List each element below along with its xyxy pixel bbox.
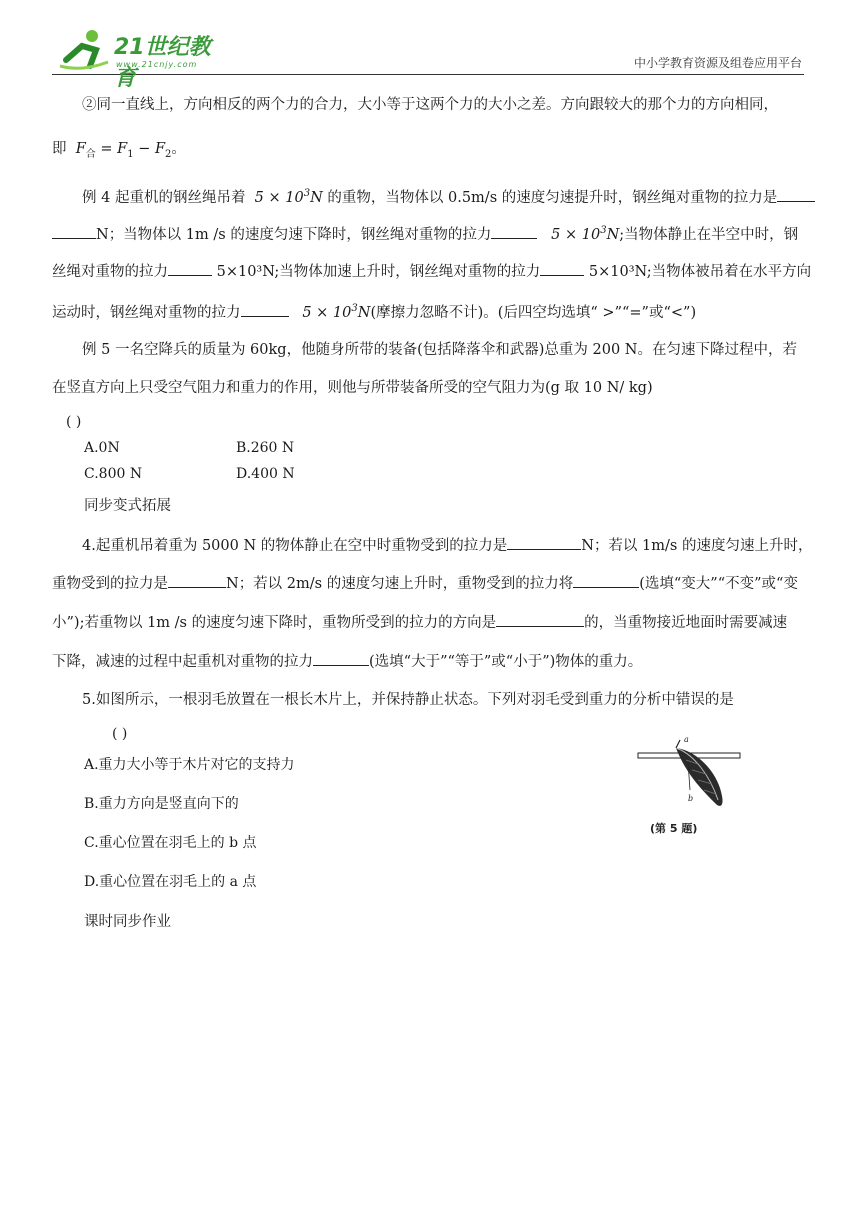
q4-line1 (52, 535, 842, 556)
ex4-weight: $5 \times 10^3N$ (254, 188, 323, 206)
ex4-text-1a: 例 4 起重机的钢丝绳吊着 (82, 190, 246, 206)
ex5-answer-paren: ( ) (66, 414, 82, 430)
q4-line3 (52, 612, 812, 633)
q5-option-d[interactable]: D.重心位置在羽毛上的 a 点 (84, 874, 257, 890)
ex4-weight: $5 \times 10^3N$ (551, 225, 620, 243)
q4-text-1a: 4.起重机吊着重为 5000 N 的物体静止在空中时重物受到的拉力是 (82, 538, 508, 554)
ex4-text-3a: 丝绳对重物的拉力 (52, 264, 168, 280)
resultant-force-formula: $F_合 = F_1 - F_2$ (75, 141, 172, 160)
ex4-weight: $5 \times 10^3N$ (302, 303, 371, 321)
rule2-line1: ②同一直线上，方向相反的两个力的合力，大小等于这两个力的大小之差。方向跟较大的那个力的方向相同， (82, 97, 778, 113)
ex4-text-3c: 5×10³N;当物体被吊着在水平方向 (588, 264, 812, 280)
q4-text-4a: 下降，减速的过程中起重机对重物的拉力 (52, 654, 313, 670)
answer-blank[interactable] (491, 224, 537, 239)
section-heading: 课时同步作业 (84, 914, 171, 930)
ex4-line3 (52, 261, 812, 282)
q4-text-2c: (选填“变大”“不变”或“变 (639, 576, 798, 592)
q4-text-3a: 小”);若重物以 1m /s 的速度匀速下降时，重物所受到的拉力的方向是 (52, 615, 497, 631)
ex4-text-4b: (摩擦力忽略不计)。(后四空均选填“ >”“=”或“<”) (370, 305, 697, 321)
ex4-text-2a: N；当物体以 1m /s 的速度匀速下降时，钢丝绳对重物的拉力 (96, 227, 492, 243)
ex4-text-4a: 运动时，钢丝绳对重物的拉力 (52, 305, 241, 321)
q4-text-2b: N；若以 2m/s 的速度匀速上升时，重物受到的拉力将 (226, 576, 574, 592)
answer-blank[interactable] (52, 224, 96, 239)
ex4-line1 (52, 184, 842, 208)
ex4-text-3b: 5×10³N;当物体加速上升时，钢丝绳对重物的拉力 (216, 264, 541, 280)
ex5-line2: 在竖直方向上只受空气阻力和重力的作用，则他与所带装备所受的空气阻力为(g 取 10 N/ kg) (52, 380, 653, 396)
logo (52, 26, 232, 91)
answer-blank[interactable] (540, 261, 584, 276)
answer-blank[interactable] (168, 261, 212, 276)
ex5-option-b[interactable]: B.260 N (236, 440, 295, 456)
q4-text-4b: (选填“大于”“等于”或“小于”)物体的重力。 (369, 654, 643, 670)
answer-blank[interactable] (573, 573, 639, 588)
ex4-line2 (52, 221, 812, 245)
q4-text-3b: 的，当重物接近地面时需要减速 (584, 615, 788, 631)
logo-text: 21世纪教育 (114, 35, 211, 91)
q5-option-a[interactable]: A.重力大小等于木片对它的支持力 (84, 757, 295, 773)
ex5-option-c[interactable]: C.800 N (84, 466, 143, 482)
ex5-line1: 例 5 一名空降兵的质量为 60kg，他随身所带的装备(包括降落伞和武器)总重为 200 N。在匀速下降过程中，若 (82, 342, 797, 358)
answer-blank[interactable] (496, 612, 584, 627)
runner-logo-icon (52, 26, 112, 72)
ex4-text-1b: 的重物，当物体以 0.5m/s 的速度匀速提升时，钢丝绳对重物的拉力是 (327, 190, 778, 206)
feather-on-stick-illustration (636, 734, 744, 820)
figure-label-b: b (688, 794, 694, 803)
ex5-option-d[interactable]: D.400 N (236, 466, 295, 482)
ex5-option-a[interactable]: A.0N (84, 440, 120, 456)
q5-option-c[interactable]: C.重心位置在羽毛上的 b 点 (84, 835, 257, 851)
page-header (52, 26, 804, 91)
section-heading: 同步变式拓展 (84, 498, 171, 514)
q4-line2 (52, 573, 812, 594)
platform-name: 中小学教育资源及组卷应用平台 (633, 56, 802, 70)
q4-text-2a: 重物受到的拉力是 (52, 576, 168, 592)
answer-blank[interactable] (241, 302, 289, 317)
q5-stem: 5.如图所示，一根羽毛放置在一根长木片上，并保持静止状态。下列对羽毛受到重力的分析中错误的是 (82, 692, 734, 708)
q4-text-1b: N；若以 1m/s 的速度匀速上升时， (581, 538, 813, 554)
logo-url: www.21cnjy.com (116, 60, 198, 69)
rule2-prefix: 即 (52, 141, 67, 157)
answer-blank[interactable] (777, 187, 815, 202)
answer-blank[interactable] (507, 535, 581, 550)
q5-answer-paren: ( ) (112, 726, 128, 742)
rule2-line2 (52, 139, 812, 165)
rule2-suffix: 。 (171, 141, 186, 157)
figure-label-a: a (684, 735, 689, 744)
answer-blank[interactable] (168, 573, 226, 588)
ex4-text-2b: ;当物体静止在半空中时，钢 (619, 227, 799, 243)
ex4-line4 (52, 299, 812, 323)
q5-option-b[interactable]: B.重力方向是竖直向下的 (84, 796, 239, 812)
q4-line4 (52, 651, 812, 672)
figure-caption: (第 5 题) (650, 822, 698, 835)
answer-blank[interactable] (313, 651, 369, 666)
